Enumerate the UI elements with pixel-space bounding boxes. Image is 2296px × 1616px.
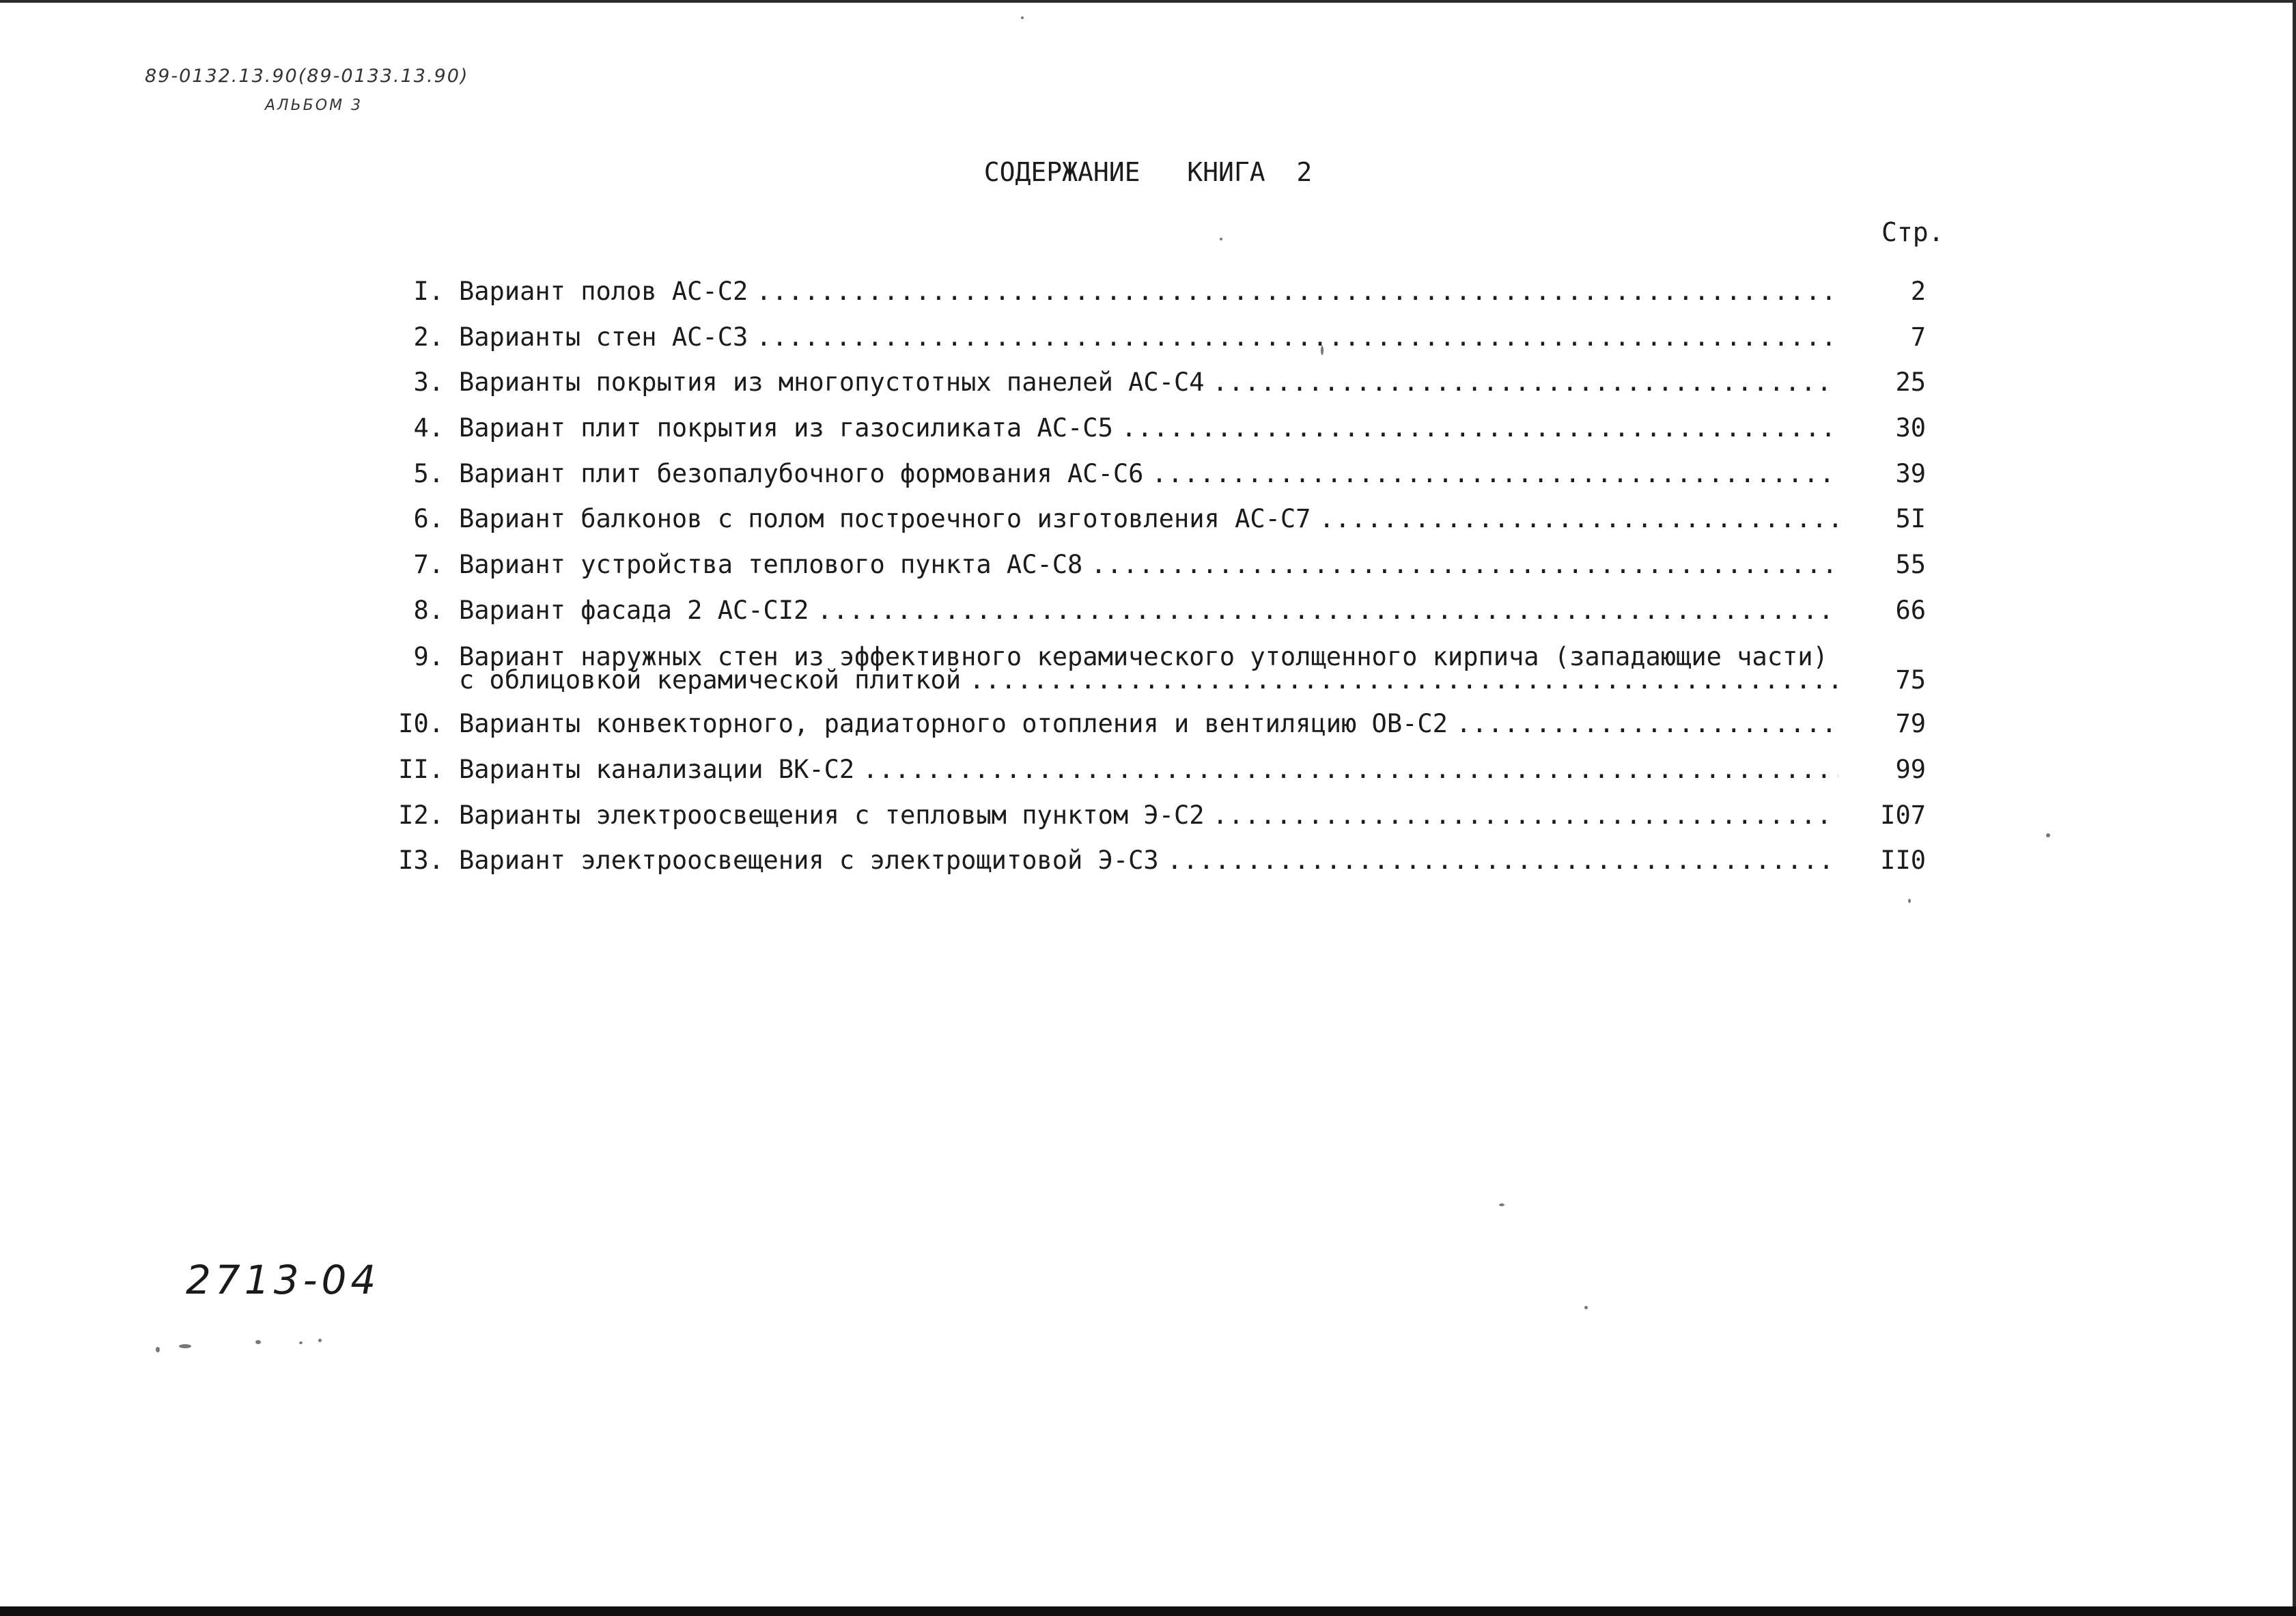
toc-leader-dots bbox=[1213, 800, 1838, 830]
toc-entry-page: 66 bbox=[1895, 596, 1926, 625]
scan-speck bbox=[1908, 899, 1911, 903]
toc-entry-page: 99 bbox=[1895, 755, 1926, 784]
toc-entry-title: Вариант электроосвещения с электрощитовой Э-С3 bbox=[459, 846, 1159, 875]
toc-entry-number: 3. bbox=[413, 367, 444, 397]
scan-speck bbox=[1321, 346, 1324, 355]
toc-entry-title: Вариант балконов с полом построечного изготовления АС-С7 bbox=[459, 504, 1311, 533]
toc-entry-line bbox=[459, 277, 1838, 306]
toc-entry-line bbox=[459, 596, 1838, 625]
toc-entry-number: 9. bbox=[413, 642, 444, 671]
toc-entry-page: 2 bbox=[1910, 277, 1926, 306]
toc-entry-page: 39 bbox=[1895, 459, 1926, 488]
toc-entry-title: Варианты стен АС-С3 bbox=[459, 322, 748, 352]
toc-entry-line bbox=[459, 665, 1838, 695]
scan-speck bbox=[299, 1341, 303, 1344]
toc-leader-dots bbox=[1319, 504, 1838, 533]
toc-entry-page: II0 bbox=[1880, 846, 1926, 875]
toc-leader-dots bbox=[1091, 550, 1838, 579]
toc-entry-page: 30 bbox=[1895, 413, 1926, 443]
toc-entry-line bbox=[459, 504, 1838, 533]
page-title: СОДЕРЖАНИЕ КНИГА 2 bbox=[983, 157, 1313, 187]
toc-entry-title: Вариант плит покрытия из газосиликата АС-С5 bbox=[459, 413, 1113, 443]
toc-leader-dots bbox=[756, 322, 1838, 352]
scan-speck bbox=[255, 1340, 261, 1344]
toc-entry-page: 75 bbox=[1895, 665, 1926, 695]
toc-leader-dots bbox=[969, 665, 1838, 695]
toc-entry-page: I07 bbox=[1880, 800, 1926, 830]
toc-entry-title: Варианты электроосвещения с тепловым пунктом Э-С2 bbox=[459, 800, 1205, 830]
toc-leader-dots bbox=[1167, 846, 1838, 875]
scan-speck bbox=[1021, 16, 1024, 19]
toc-entry-page: 55 bbox=[1895, 550, 1926, 579]
toc-entry-title: Вариант наружных стен из эффективного керамического утолщенного кирпича (западающие части) bbox=[459, 642, 1828, 671]
toc-leader-dots bbox=[756, 277, 1838, 306]
page-column-header: Стр. bbox=[1881, 217, 1944, 247]
toc-entry-title: Вариант фасада 2 АС-СI2 bbox=[459, 596, 809, 625]
scan-speck bbox=[156, 1347, 160, 1352]
toc-entry-line bbox=[459, 800, 1838, 830]
toc-entry-number: II. bbox=[398, 755, 444, 784]
toc-entry-page: 5I bbox=[1895, 504, 1926, 533]
toc-entry-page: 25 bbox=[1895, 367, 1926, 397]
scan-speck bbox=[2046, 833, 2050, 837]
toc-entry-line bbox=[459, 709, 1838, 738]
toc-entry-number: 5. bbox=[413, 459, 444, 488]
toc-entry-line bbox=[459, 459, 1838, 488]
inventory-number: 2713-04 bbox=[186, 1257, 380, 1303]
toc-entry-title: Вариант полов АС-С2 bbox=[459, 277, 748, 306]
scan-speck bbox=[1499, 1203, 1504, 1206]
toc-leader-dots bbox=[1121, 413, 1838, 443]
toc-leader-dots bbox=[1213, 367, 1838, 397]
toc-entry-page: 79 bbox=[1895, 709, 1926, 738]
toc-entry-title-continued: с облицовкой керамической плиткой bbox=[459, 665, 962, 695]
toc-entry-number: I. bbox=[413, 277, 444, 306]
scan-speck bbox=[1584, 1306, 1588, 1309]
toc-entry-number: I2. bbox=[398, 800, 444, 830]
toc-leader-dots bbox=[863, 755, 1838, 784]
toc-entry-line bbox=[459, 322, 1838, 352]
toc-entry-title: Вариант устройства теплового пункта АС-С8 bbox=[459, 550, 1083, 579]
toc-entry-title: Варианты конвекторного, радиаторного отопления и вентиляцию ОВ-С2 bbox=[459, 709, 1448, 738]
toc-entry-number: I3. bbox=[398, 846, 444, 875]
toc-leader-dots bbox=[817, 596, 1838, 625]
toc-entry-title: Варианты канализации ВК-С2 bbox=[459, 755, 855, 784]
toc-entry-line bbox=[459, 367, 1838, 397]
toc-entry-number: 7. bbox=[413, 550, 444, 579]
toc-entry-line bbox=[459, 413, 1838, 443]
toc-entry-title: Вариант плит безопалубочного формования АС-С6 bbox=[459, 459, 1144, 488]
toc-entry-line bbox=[459, 550, 1838, 579]
toc-entry-number: 6. bbox=[413, 504, 444, 533]
album-label: АЛЬБОМ 3 bbox=[265, 97, 363, 114]
toc-entry-page: 7 bbox=[1910, 322, 1926, 352]
toc-entry-line bbox=[459, 755, 1838, 784]
toc-entry-number: 8. bbox=[413, 596, 444, 625]
toc-entry-line bbox=[459, 846, 1838, 875]
scan-speck bbox=[1220, 238, 1222, 240]
toc-leader-dots bbox=[1151, 459, 1838, 488]
toc-entry-number: 2. bbox=[413, 322, 444, 352]
toc-entry-title: Варианты покрытия из многопустотных панелей АС-С4 bbox=[459, 367, 1205, 397]
document-code: 89-0132.13.90(89-0133.13.90) bbox=[145, 66, 469, 87]
toc-entry-number: I0. bbox=[398, 709, 444, 738]
toc-leader-dots bbox=[1456, 709, 1838, 738]
scan-speck bbox=[179, 1344, 191, 1348]
toc-entry-number: 4. bbox=[413, 413, 444, 443]
scan-speck bbox=[318, 1339, 322, 1342]
